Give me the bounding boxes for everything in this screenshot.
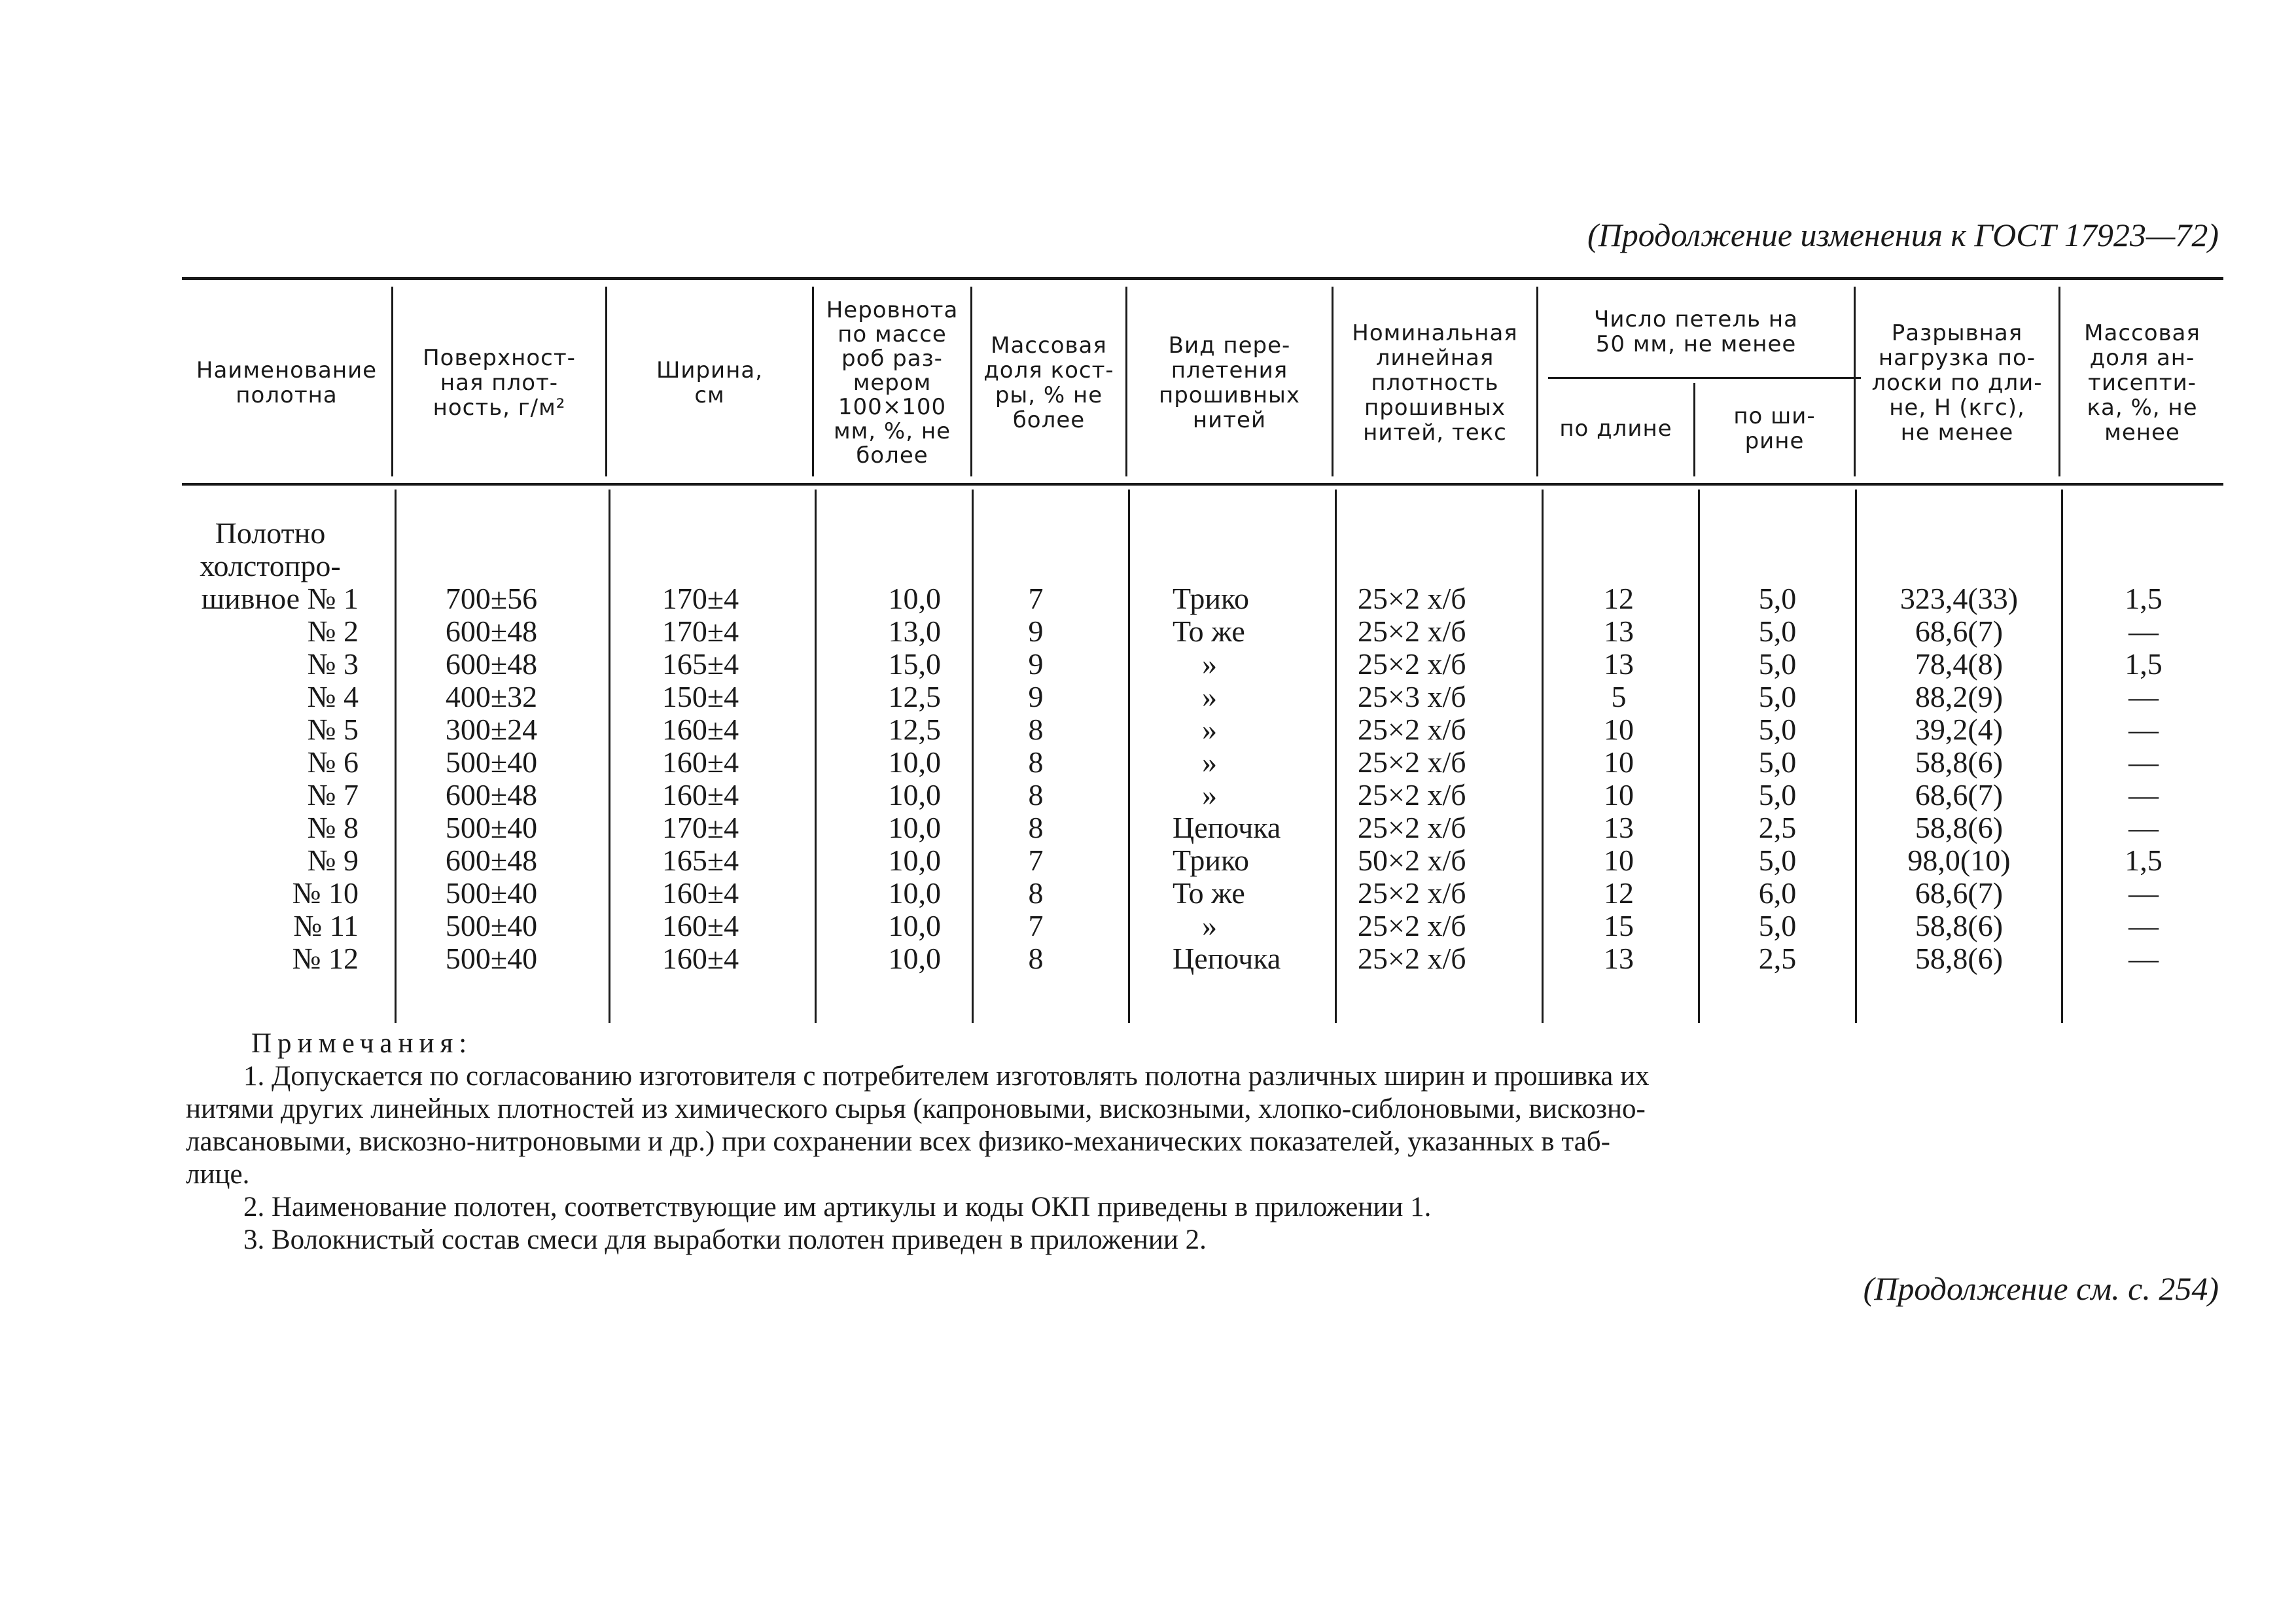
table-cell-linear-density: 25×2 х/б (1358, 647, 1466, 681)
column-loops-length (1544, 517, 1694, 975)
table-cell-unevenness: 13,0 (888, 615, 941, 648)
table-cell-framework: 8 (1028, 942, 1044, 975)
table-cell-name: № 4 (307, 680, 359, 713)
table-cell-unevenness: 15,0 (888, 647, 941, 681)
table-cell-framework: 9 (1028, 680, 1044, 713)
table-cell-unevenness: 10,0 (888, 778, 941, 812)
table-cell-name: № 3 (307, 647, 359, 681)
table-cell-framework: 7 (1028, 582, 1044, 615)
table-cell-loops-width: 5,0 (1758, 680, 1797, 713)
table-cell-weave: То же (1173, 876, 1245, 910)
column-unevenness (817, 517, 941, 975)
table-cell-breaking-load: 78,4(8) (1915, 647, 2004, 681)
column-header-density: Поверхност- ная плот- ность, г/м² (423, 345, 576, 421)
table-cell-unevenness: 10,0 (888, 909, 941, 942)
table-cell-width: 150±4 (662, 680, 739, 713)
table-cell-unevenness: 10,0 (888, 582, 941, 615)
column-header-weave: Вид пере- плетения прошивных нитей (1158, 332, 1301, 433)
table-cell-density: 500±40 (445, 909, 538, 942)
table-cell-antiseptic: 1,5 (2125, 647, 2163, 681)
table-cell-framework: 7 (1028, 909, 1044, 942)
table-cell-linear-density: 25×2 х/б (1358, 582, 1466, 615)
table-cell-loops-length: 12 (1604, 582, 1634, 615)
table-cell-name: № 2 (307, 615, 359, 648)
table-cell-loops-width: 2,5 (1758, 942, 1797, 975)
table-cell-framework: 8 (1028, 811, 1044, 844)
table-cell-antiseptic: — (2128, 876, 2159, 910)
column-antiseptic (2063, 517, 2224, 975)
table-cell-loops-length: 10 (1604, 745, 1634, 779)
table-cell-loops-width: 5,0 (1758, 745, 1797, 779)
table-cell-width: 160±4 (662, 778, 739, 812)
table-cell-density: 400±32 (445, 680, 538, 713)
table-cell-weave: » (1202, 680, 1217, 713)
table-cell-framework: 9 (1028, 615, 1044, 648)
table-cell-linear-density: 25×2 х/б (1358, 745, 1466, 779)
column-header-loops-length: по длине (1559, 416, 1672, 442)
table-cell-name: № 10 (292, 876, 359, 910)
table-cell-framework: 8 (1028, 745, 1044, 779)
table-cell-linear-density: 25×2 х/б (1358, 811, 1466, 844)
loops-subheader-rule (1548, 377, 1861, 379)
table-cell-linear-density: 25×2 х/б (1358, 713, 1466, 746)
table-cell-loops-length: 10 (1604, 778, 1634, 812)
table-cell-width: 160±4 (662, 745, 739, 779)
column-breaking-load (1857, 517, 2061, 975)
note-3: 3. Волокнистый состав смеси для выработки полотен приведен в приложении 2. (243, 1224, 1207, 1255)
note-2: 2. Наименование полотен, соответствующие им артикулы и коды ОКП приведены в приложении 1. (243, 1192, 1432, 1222)
table-cell-linear-density: 25×2 х/б (1358, 909, 1466, 942)
table-cell-weave: Цепочка (1173, 942, 1281, 975)
table-cell-width: 165±4 (662, 647, 739, 681)
note-1-continued: лице. (186, 1159, 250, 1190)
note-1: 1. Допускается по согласованию изготовителя с потребителем изготовлять полотна различных ширин и прошивка их (243, 1061, 1650, 1092)
column-header-width: Ширина, см (656, 357, 763, 408)
column-header-unevenness: Неровнота по массе роб раз- мером 100×100 мм, %, не более (826, 296, 959, 469)
table-cell-antiseptic: — (2128, 680, 2159, 713)
table-cell-width: 170±4 (662, 582, 739, 615)
table-cell-unevenness: 12,5 (888, 680, 941, 713)
table-cell-framework: 7 (1028, 844, 1044, 877)
table-cell-unevenness: 12,5 (888, 713, 941, 746)
table-cell-antiseptic: — (2128, 942, 2159, 975)
table-cell-width: 165±4 (662, 844, 739, 877)
table-cell-loops-width: 5,0 (1758, 909, 1797, 942)
table-cell-antiseptic: 1,5 (2125, 582, 2163, 615)
table-cell-weave: То же (1173, 615, 1245, 648)
table-cell-weave: » (1202, 713, 1217, 746)
table-cell-density: 500±40 (445, 745, 538, 779)
table-cell-loops-length: 10 (1604, 713, 1634, 746)
table-cell-width: 160±4 (662, 909, 739, 942)
table-cell-name: шивное № 1 (201, 582, 359, 615)
column-framework (974, 517, 1098, 975)
table-cell-density: 600±48 (445, 615, 538, 648)
table-cell-antiseptic: — (2128, 615, 2159, 648)
table-cell-breaking-load: 68,6(7) (1915, 876, 2004, 910)
table-cell-density: 500±40 (445, 942, 538, 975)
table-cell-weave: » (1202, 909, 1217, 942)
table-cell-loops-length: 10 (1604, 844, 1634, 877)
table-cell-name: № 12 (292, 942, 359, 975)
table-cell-unevenness: 10,0 (888, 811, 941, 844)
table-cell-loops-length: 12 (1604, 876, 1634, 910)
table-cell-breaking-load: 68,6(7) (1915, 615, 2004, 648)
column-header-antiseptic: Массовая доля ан- тисепти- ка, %, не менее (2084, 320, 2200, 446)
table-cell-density: 500±40 (445, 811, 538, 844)
table-cell-framework: 8 (1028, 876, 1044, 910)
table-cell-breaking-load: 323,4(33) (1899, 582, 2019, 615)
table-cell-antiseptic: — (2128, 811, 2159, 844)
table-cell-unevenness: 10,0 (888, 876, 941, 910)
table-cell-breaking-load: 58,8(6) (1915, 909, 2004, 942)
column-weave (1173, 517, 1330, 975)
table-cell-name: № 11 (293, 909, 359, 942)
table-cell-breaking-load: 88,2(9) (1915, 680, 2004, 713)
table-cell-width: 160±4 (662, 713, 739, 746)
table-cell-name: № 8 (307, 811, 359, 844)
column-loops-width (1700, 517, 1855, 975)
table-cell-loops-width: 2,5 (1758, 811, 1797, 844)
table-cell-loops-width: 5,0 (1758, 647, 1797, 681)
table-cell-linear-density: 25×3 х/б (1358, 680, 1466, 713)
table-cell-linear-density: 25×2 х/б (1358, 942, 1466, 975)
column-header-linear-density: Номинальная линейная плотность прошивных нитей, текс (1352, 320, 1518, 446)
table-cell-name: № 5 (307, 713, 359, 746)
table-cell-width: 160±4 (662, 876, 739, 910)
table-cell-name: № 7 (307, 778, 359, 812)
table-cell-unevenness: 10,0 (888, 942, 941, 975)
table-cell-loops-length: 15 (1604, 909, 1634, 942)
product-title-line: холстопро- (200, 549, 341, 582)
table-cell-loops-length: 13 (1604, 811, 1634, 844)
table-cell-loops-width: 5,0 (1758, 778, 1797, 812)
table-cell-width: 170±4 (662, 615, 739, 648)
table-header-rule (182, 483, 2223, 486)
table-cell-density: 500±40 (445, 876, 538, 910)
table-cell-weave: Трико (1173, 844, 1249, 877)
table-cell-linear-density: 25×2 х/б (1358, 778, 1466, 812)
table-cell-unevenness: 10,0 (888, 844, 941, 877)
column-header-loops-width: по ши- рине (1733, 403, 1816, 454)
column-name (182, 517, 359, 975)
note-1-continued: лавсановыми, вискозно-нитроновыми и др.) при сохранении всех физико-механических показателей, указанных в таб- (186, 1126, 1610, 1157)
table-cell-antiseptic: 1,5 (2125, 844, 2163, 877)
table-cell-linear-density: 25×2 х/б (1358, 876, 1466, 910)
table-cell-density: 700±56 (445, 582, 538, 615)
table-cell-loops-width: 5,0 (1758, 582, 1797, 615)
table-cell-breaking-load: 58,8(6) (1915, 942, 2004, 975)
table-cell-density: 300±24 (445, 713, 538, 746)
divider (1128, 490, 1130, 1023)
table-top-rule (182, 277, 2223, 280)
column-width (610, 517, 790, 975)
continuation-header: (Продолжение изменения к ГОСТ 17923—72) (1587, 217, 2219, 253)
column-header-loops-group: Число петель на 50 мм, не менее (1594, 306, 1798, 357)
column-density (397, 517, 586, 975)
table-cell-density: 600±48 (445, 647, 538, 681)
column-header-breaking-load: Разрывная нагрузка по- лоски по дли- не, Н (кгс), не менее (1871, 320, 2043, 446)
table-cell-breaking-load: 58,8(6) (1915, 745, 2004, 779)
table-cell-linear-density: 50×2 х/б (1358, 844, 1466, 877)
table-cell-antiseptic: — (2128, 909, 2159, 942)
table-cell-name: № 9 (307, 844, 359, 877)
divider (1335, 490, 1337, 1023)
table-cell-loops-width: 6,0 (1758, 876, 1797, 910)
table-cell-weave: » (1202, 778, 1217, 812)
table-cell-unevenness: 10,0 (888, 745, 941, 779)
continuation-footer: (Продолжение см. с. 254) (1863, 1270, 2219, 1307)
table-cell-density: 600±48 (445, 844, 538, 877)
table-cell-loops-width: 5,0 (1758, 615, 1797, 648)
table-cell-name: № 6 (307, 745, 359, 779)
column-linear-density (1358, 517, 1534, 975)
table-cell-framework: 8 (1028, 778, 1044, 812)
table-cell-breaking-load: 39,2(4) (1915, 713, 2004, 746)
table-cell-breaking-load: 98,0(10) (1907, 844, 2011, 877)
table-cell-loops-length: 13 (1604, 942, 1634, 975)
table-cell-loops-length: 13 (1604, 615, 1634, 648)
table-cell-linear-density: 25×2 х/б (1358, 615, 1466, 648)
product-title-line: Полотно (215, 516, 326, 550)
notes-section (186, 1027, 2200, 1257)
table-cell-loops-width: 5,0 (1758, 713, 1797, 746)
table-cell-loops-length: 13 (1604, 647, 1634, 681)
table-cell-framework: 8 (1028, 713, 1044, 746)
table-cell-weave: Цепочка (1173, 811, 1281, 844)
table-cell-weave: » (1202, 745, 1217, 779)
table-cell-width: 160±4 (662, 942, 739, 975)
table-cell-density: 600±48 (445, 778, 538, 812)
table-cell-loops-width: 5,0 (1758, 844, 1797, 877)
column-header-name: Наименование полотна (196, 357, 378, 408)
note-1-continued: нитями других линейных плотностей из химического сырья (капроновыми, вискозными, хлопко-сиблоновыми, вискозно- (186, 1094, 1646, 1124)
table-cell-antiseptic: — (2128, 745, 2159, 779)
table-cell-framework: 9 (1028, 647, 1044, 681)
table-cell-antiseptic: — (2128, 778, 2159, 812)
table-cell-breaking-load: 58,8(6) (1915, 811, 2004, 844)
notes-title: Примечания: (251, 1028, 473, 1059)
table-cell-weave: » (1202, 647, 1217, 681)
table-cell-loops-length: 5 (1611, 680, 1627, 713)
column-header-framework: Массовая доля кост- ры, % не более (983, 332, 1114, 433)
table-cell-antiseptic: — (2128, 713, 2159, 746)
table-cell-breaking-load: 68,6(7) (1915, 778, 2004, 812)
table-cell-width: 170±4 (662, 811, 739, 844)
table-cell-weave: Трико (1173, 582, 1249, 615)
